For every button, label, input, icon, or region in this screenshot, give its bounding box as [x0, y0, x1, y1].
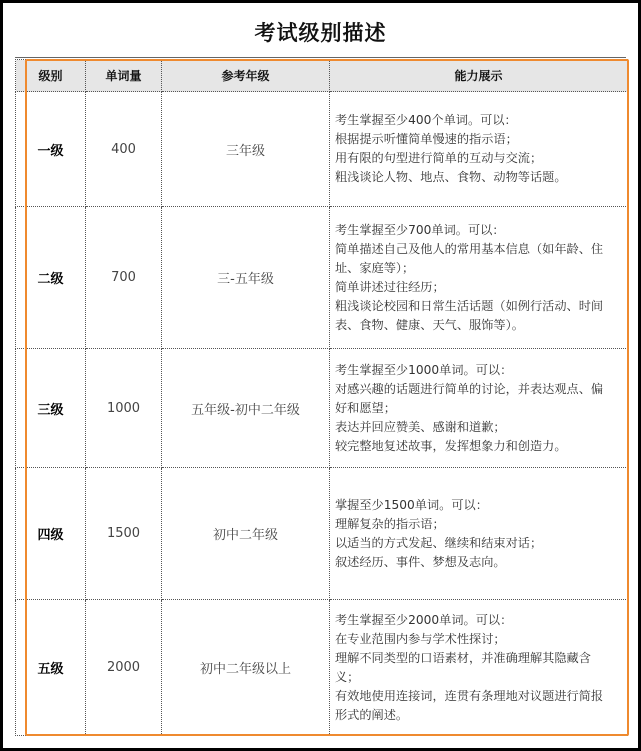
table-header-row	[16, 60, 628, 92]
ability-line: 形式的阐述。	[335, 707, 409, 722]
word-count-cell: 1500	[86, 468, 162, 600]
ability-line: 简单讲述过往经历；	[335, 279, 445, 294]
level-cell: 一级	[16, 92, 86, 207]
ability-line: 用有限的句型进行简单的互动与交流；	[335, 151, 543, 165]
ability-line: 考生掌握至少700单词。可以：	[335, 222, 505, 237]
ability-line: 在专业范围内参与学术性探讨；	[335, 631, 506, 646]
levels-table	[15, 59, 628, 736]
ability-line: 考生掌握至少1000单词。可以：	[335, 362, 513, 377]
ability-line: 表达并回应赞美、感谢和道歉；	[335, 419, 506, 434]
ability-line: 理解不同类型的口语素材，并准确理解其隐藏含	[335, 650, 591, 665]
word-count-cell: 1000	[86, 349, 162, 468]
ability-line: 表、食物、健康、天气、服饰等）。	[335, 317, 524, 332]
table-body	[16, 92, 628, 736]
ability-line: 叙述经历、事件、梦想及志向。	[335, 554, 506, 569]
ability-line: 掌握至少1500单词。可以：	[335, 497, 488, 512]
abilities-cell	[330, 349, 628, 468]
table-row	[16, 92, 628, 207]
grade-cell: 初中二年级以上	[162, 600, 330, 736]
table-row	[16, 207, 628, 349]
header-abilities: 能力展示	[330, 60, 628, 92]
ability-line: 较完整地复述故事，发挥想象力和创造力。	[335, 438, 567, 453]
table-row	[16, 600, 628, 736]
level-cell: 五级	[16, 600, 86, 736]
ability-line: 址、家庭等）；	[335, 260, 415, 275]
ability-line: 考生掌握至少2000单词。可以：	[335, 612, 513, 627]
grade-cell: 五年级-初中二年级	[162, 349, 330, 468]
ability-line: 理解复杂的指示语；	[335, 516, 445, 531]
ability-line: 有效地使用连接词，连贯有条理地对议题进行简报	[335, 688, 604, 703]
level-cell: 三级	[16, 349, 86, 468]
abilities-cell	[330, 600, 628, 736]
word-count-cell: 700	[86, 207, 162, 349]
grade-cell: 三-五年级	[162, 207, 330, 349]
abilities-cell	[330, 92, 628, 207]
word-count-cell: 2000	[86, 600, 162, 736]
grade-cell: 初中二年级	[162, 468, 330, 600]
ability-line: 考生掌握至少400个单词。可以：	[335, 113, 517, 127]
ability-line: 粗浅谈论校园和日常生活话题（如例行活动、时间	[335, 298, 604, 313]
ability-line: 义；	[335, 669, 360, 684]
ability-line: 好和愿望；	[335, 400, 396, 415]
level-cell: 四级	[16, 468, 86, 600]
table-row	[16, 468, 628, 600]
ability-line: 简单描述自己及他人的常用基本信息（如年龄、住	[335, 241, 604, 256]
ability-line: 粗浅谈论人物、地点、食物、动物等话题。	[335, 170, 567, 184]
title-divider	[15, 57, 626, 58]
page-title: 考试级别描述	[254, 21, 387, 45]
table-row	[16, 349, 628, 468]
header-grade: 参考年级	[162, 60, 330, 92]
abilities-cell	[330, 207, 628, 349]
grade-cell: 三年级	[162, 92, 330, 207]
ability-line: 对感兴趣的话题进行简单的讨论，并表达观点、偏	[335, 381, 604, 396]
header-word-count: 单词量	[86, 60, 162, 92]
level-cell: 二级	[16, 207, 86, 349]
abilities-cell	[330, 468, 628, 600]
ability-line: 以适当的方式发起、继续和结束对话；	[335, 535, 543, 550]
header-level: 级别	[16, 60, 86, 92]
ability-line: 根据提示听懂简单慢速的指示语；	[335, 132, 518, 146]
word-count-cell: 400	[86, 92, 162, 207]
